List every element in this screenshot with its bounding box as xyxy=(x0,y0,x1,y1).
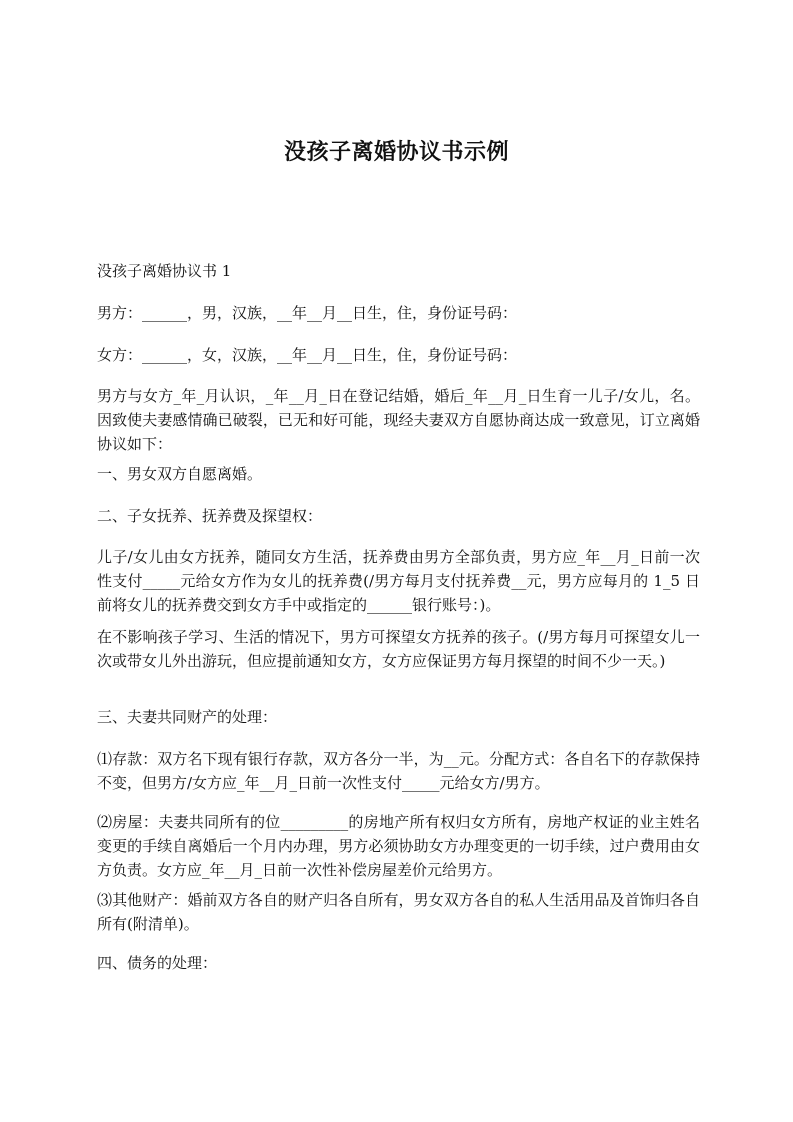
clause-2-heading: 二、子女抚养、抚养费及探望权： xyxy=(97,507,323,525)
house-paragraph: ⑵房屋：夫妻共同所有的位_________的房地产所有权归女方所有，房地产权证的业主姓名变更的手续自离婚后一个月内办理，男方必须协助女方办理变更的一切手续，过户费用由女方负责。女方应_年__月_日前一次性补偿房屋差价元给男方。 xyxy=(97,813,700,879)
other-property-paragraph: ⑶其他财产：婚前双方各自的财产归各自所有，男女双方各自的私人生活用品及首饰归各自所有(附清单)。 xyxy=(97,891,700,933)
custody-paragraph: 儿子/女儿由女方抚养，随同女方生活，抚养费由男方全部负责，男方应_年__月_日前一次性支付_____元给女方作为女儿的抚养费(/男方每月支付抚养费__元，男方应每月的 1_5 日前将女儿的抚养费交到女方手中或指定的______银行账号：)。 xyxy=(97,548,700,614)
document-title: 没孩子离婚协议书示例 xyxy=(283,140,509,165)
husband-info: 男方：______，男，汉族，__年__月__日生，住，身份证号码： xyxy=(97,304,518,322)
agreement-heading: 没孩子离婚协议书 1 xyxy=(97,262,232,280)
clause-1-heading: 一、男女双方自愿离婚。 xyxy=(97,465,263,483)
preamble-paragraph: 男方与女方_年_月认识，_年__月_日在登记结婚，婚后_年__月_日生育一儿子/女儿，名。因致使夫妻感情确已破裂，已无和好可能，现经夫妻双方自愿协商达成一致意见，订立离婚协议如下： xyxy=(97,387,700,453)
deposit-paragraph: ⑴存款：双方名下现有银行存款，双方各分一半，为__元。分配方式：各自名下的存款保持不变，但男方/女方应_年__月_日前一次性支付_____元给女方/男方。 xyxy=(97,750,700,792)
clause-4-heading: 四、债务的处理： xyxy=(97,954,218,972)
clause-3-heading: 三、夫妻共同财产的处理： xyxy=(97,708,278,726)
wife-info: 女方：______，女，汉族，__年__月__日生，住，身份证号码： xyxy=(97,346,518,364)
visitation-paragraph: 在不影响孩子学习、生活的情况下，男方可探望女方抚养的孩子。(/男方每月可探望女儿一次或带女儿外出游玩，但应提前通知女方，女方应保证男方每月探望的时间不少一天。) xyxy=(97,628,700,670)
